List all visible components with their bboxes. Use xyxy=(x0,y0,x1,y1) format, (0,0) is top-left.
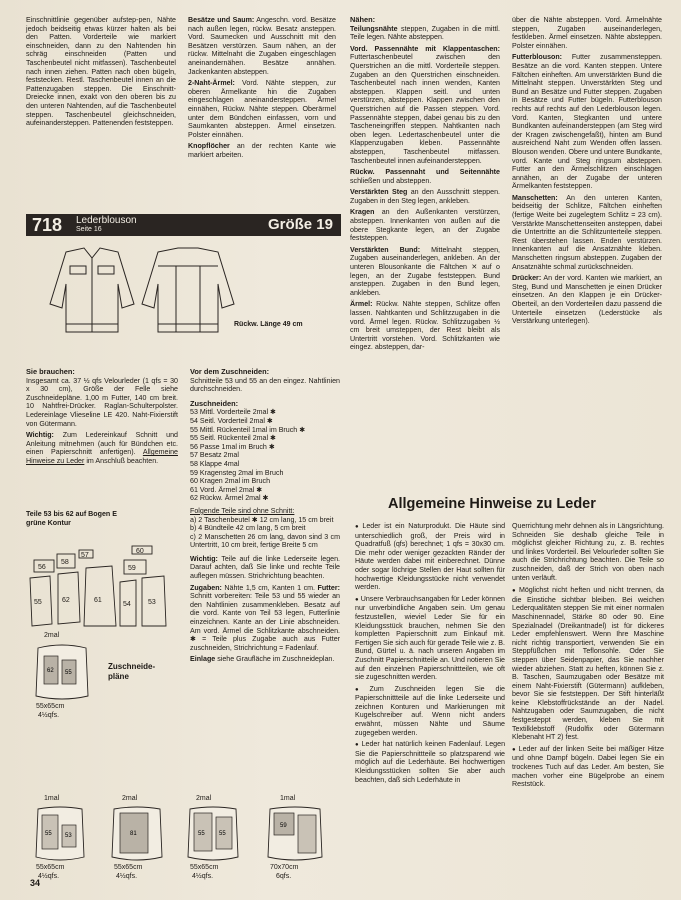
plan4-mult: 2mal xyxy=(196,795,212,802)
label-59: 59 xyxy=(128,565,136,572)
plan4-hide xyxy=(186,805,240,863)
cut-item: 59 Kragensteg 2mal im Bruch xyxy=(190,468,284,477)
allgemein-right xyxy=(512,522,664,792)
naehen-t3 xyxy=(350,168,500,185)
naehen-t2 xyxy=(350,45,500,165)
manschetten-head: Manschetten: xyxy=(512,193,558,202)
model-banner xyxy=(26,214,341,236)
label-61: 61 xyxy=(94,597,102,604)
plan2-qfs: 4½qfs. xyxy=(38,873,60,880)
naehen-t4 xyxy=(350,188,500,205)
label-57: 57 xyxy=(81,552,89,559)
hint-item: ● Unsere Verbrauchsangaben für Leder können nur unverbindliche Angaben sein. Um genau festzustellen, wieviel Leder Sie für ein Kleidungsstück brauchen, nehmen Sie den kompletten Papierschnitt zum Einkauf mit. Fertigen Sie sich auch für gerade Teile wie z. B. Bund, Gürtel u. ä. nach unseren Angaben im Zuschnitt Papierschnitteile an. Und notieren Sie auf den einzelnen Papierschnittteilen, wie oft sie zugeschnitten werden. xyxy=(355,595,505,682)
jacket-back-outline xyxy=(142,248,234,332)
plan3-hide xyxy=(110,805,164,863)
plan1-label-55: 55 xyxy=(65,670,72,676)
piece-61 xyxy=(84,566,116,626)
t6-head: Verstärkten Bund: xyxy=(350,245,421,254)
hint-item: ● Zum Zuschneiden legen Sie die Papierschnittteile auf die linke Lederseite und zeichnen Konturen und Markierungen mit Kugelschreiber auf. Wenn nicht anders erwähnt, müssen Nähte und Säume zugegeben werden. xyxy=(355,685,505,738)
material-note-end: im Anschluß beachten. xyxy=(86,456,159,465)
model-subtitle: Seite 16 xyxy=(76,226,102,233)
label-55: 55 xyxy=(34,599,42,606)
plan5-dim: 70x70cm xyxy=(270,864,299,871)
t2-head: Vord. Passennähte mit Klappentaschen: xyxy=(350,44,500,53)
aermel-head: 2-Naht-Ärmel: xyxy=(188,79,235,88)
t7-text: Rückw. Nähte steppen, Schlitze offen lassen. Nahtkanten und Schlitzzugaben in die vord. Ärmel legen. Rückw. Schlitzzugaben ½ cm breit umsteppen, der Rest bleibt als Untertritt vorstehen. Vord. Schlitzkanten wie eingez. absteppen, dar- xyxy=(350,300,500,352)
ohne-schnitt-head: Folgende Teile sind ohne Schnitt: xyxy=(190,506,295,515)
plan4-label-55b: 55 xyxy=(219,831,226,837)
t5-head: Kragen xyxy=(350,208,375,217)
futterblouson-text: Futter zusammensteppen. Besätze an die vord. Kanten steppen. Untere Fältchen einheften. Am unverstärkten Bund die Mittelnaht steppen. Unverstärkten Steg und Bund an Besätze und Futter steppen. Zugaben in Besätze und Futter bügeln. Futterblouson rechts auf rechts auf den Lederblouson legen. Vord. Kanten, Stegkanten und untere Bundkanten aufeinandersteppen (am Steg wird der Kragen zwischengefaßt), hinten am Bund ausreichend Naht zum Wenden offen lassen. Blouson wenden. Obere und untere Bundkante, vord. Kante und Steg ringsum absteppen. Futter an den Ärmelschlitzen einschlagen annähen, an der Zugabe der unteren Ärmelkanten feststeppen. xyxy=(512,53,662,191)
plan5-hide xyxy=(266,805,324,863)
einlage-text: siehe Graufläche im Zuschneideplan. xyxy=(217,655,335,664)
col4-block xyxy=(512,16,662,329)
material-note xyxy=(26,431,178,465)
cut-item: 62 Rückw. Ärmel 2mal ✱ xyxy=(190,494,269,503)
label-62: 62 xyxy=(62,597,70,604)
ohne-item: b) 4 Bündteile 42 cm lang, 5 cm breit xyxy=(190,524,306,533)
hint-item: ● Möglichst nicht heften und nicht trennen, da die Einstiche sichtbar bleiben. Bei weichen Lederqualitäten steppen Sie mit einer normalen Maschinennadel, Stärke 80 oder 90. Eine Spezialnadel (Dreikantnadel) ist für dickeres Leder empfehlenswert. Wenn Ihre Maschine nicht richtig transportiert, verwenden Sie ein Steppfüßchen mit Teflonsohle. Oder Sie steppen über Seidenpapier, das Sie nachher wieder abziehen. Statt zu heften, können Sie z. B. Taschen, Saumzugaben oder Besätze mit einem Naht-Fixierstift (Gütermann) aufkleben, bevor Sie sie feststeppen. Der Stift hinterläßt keine Klebstoffrückstände an der Nadel. Nahtzugaben oder Saumzugaben, die nicht festgesteppt werden, kleben Sie mit Textilklebstoff (Rudolfix oder Gütermann Klebenaht HT 2) fest. xyxy=(512,586,664,742)
plan3-label-81: 81 xyxy=(130,831,137,837)
zugaben-head: Zugaben: xyxy=(190,583,222,592)
allgemein-left xyxy=(355,522,505,787)
t4-text: an den Ausschnitt steppen. Zugaben in den Steg legen, ankleben. xyxy=(350,188,500,205)
cut-item: 57 Besatz 2mal xyxy=(190,451,239,460)
col2-top-text xyxy=(188,16,336,163)
wichtig2-head: Wichtig: xyxy=(190,554,218,563)
allgemeine-hinweise-link: Allgemeine Hinweise zu Leder xyxy=(26,448,178,465)
plan1-label-62: 62 xyxy=(47,668,54,674)
plan5-mult: 1mal xyxy=(280,795,296,802)
label-53: 53 xyxy=(148,599,156,606)
pattern-pieces-overview xyxy=(24,538,174,633)
plans-title xyxy=(108,662,178,682)
naehen-t6 xyxy=(350,246,500,298)
aermel-paragraph xyxy=(188,79,336,139)
material-paragraph xyxy=(26,368,178,428)
plan2-label-55: 55 xyxy=(45,831,52,837)
back-length-caption: Rückw. Länge 49 cm xyxy=(234,321,303,328)
knopfloecher-head: Knopflöcher xyxy=(188,142,230,151)
hint-item: ● Leder hat natürlich keinen Fadenlauf. Legen Sie die Papierschnittteile so platzsparend wie möglich auf die Lederhäute. Bei hochwertigen Kleidungsstücken sollten Sie aber auch beachten, daß sich Lederhäute in xyxy=(355,740,505,784)
material-block xyxy=(26,368,178,469)
vord-paragraph xyxy=(190,368,340,394)
cut-item: 55 Mittl. Rückenteil 1mal im Bruch ✱ xyxy=(190,425,306,434)
plan5-piece-2 xyxy=(298,815,316,853)
model-title: Lederblouson xyxy=(76,215,137,226)
label-56: 56 xyxy=(38,564,46,571)
label-58: 58 xyxy=(61,559,69,566)
t2-text: Futtertaschenbeutel zwischen den Querstrichen an die mittl. Vorderteile steppen. Zugaben an den Querstrichen einschneiden. Taschenbeutel nach innen wenden, Kanten absteppen. Klappen seitl. und unten verstürzen, absteppen. Klappen zwischen den Querstrichen auf die Passen steppen. Vord. Passennähte steppen, dabei genau bis zu den Tascheneingriffen steppen. Nahtkanten nach oben legen. Ledertaschenbeutel unter die Klappenzugaben kleben. Passennähte absteppen, Taschenbeutel mitfassen. Taschenbeutel innen aufeinandersteppen. xyxy=(350,53,500,165)
plan5-label-59: 59 xyxy=(280,823,287,829)
futterblouson-paragraph xyxy=(512,53,662,191)
vord-text: Schnitteile 53 und 55 an den eingez. Nahtlinien durchschneiden. xyxy=(190,376,340,394)
cut-item: 61 Vord. Ärmel 2mal ✱ xyxy=(190,485,263,494)
plan1-dim: 55x65cm xyxy=(36,703,65,710)
manschetten-text: An den unteren Kanten, beidseitig der Schlitze, Fältchen einheften (fertige Weite bei zugelegtem Schlitz = 23 cm). Verstärkte Manschettenseiten ansteppen, dabei die Untertritte an die Schlitzunterteile steppen. Rest überstehen lassen. Enden verstürzen. Innenkanten auf die Ansatznähte kleben. Manschetten ringsum absteppen. Zugaben der Ansatznähte schmal zurückschneiden. xyxy=(512,193,662,271)
besaetze-head: Besätze und Saum: xyxy=(188,16,255,24)
hint-item: Querrichtung mehr dehnen als in Längsrichtung. Schneiden Sie deshalb gleiche Teile in möglichst gleicher Richtung zu, z. B. rechtes und linkes Vorderteil. Bei Velourleder sollten Sie auch die Strichrichtung beachten. Die Teile so zuschneiden, daß der Strich von oben nach unten verläuft. xyxy=(512,522,664,582)
zugaben-paragraph xyxy=(190,584,340,653)
t6-text: Mittelnaht steppen, Zugaben auseinanderlegen, ankleben. An der unteren Blousonkante die Fältchen ✕ auf o legen, an der Zugabe feststeppen. Bund ansteppen. Zugaben in den Bund legen, ankleben. xyxy=(350,245,500,297)
teile-note xyxy=(26,510,176,527)
plan2-hide xyxy=(34,805,86,863)
front-pocket-right xyxy=(98,266,114,274)
ohne-item: c) 2 Manschetten 26 cm lang, davon sind 3 cm Untertritt, 10 cm breit, fertige Breite 5 cm xyxy=(190,532,340,550)
besaetze-text: Angeschn. vord. Besätze nach außen legen, rückw. Besatz ansteppen. Vord. Saumecken und Ausschnitt mit den Besätzen verstürzen. Saum nähen, an der rückw. Mittelnaht die Zugaben eingeschlagen aneinandernähen. Besätze annähen. Jackenkanten absteppen. xyxy=(188,16,336,76)
t4-head: Verstärkten Steg xyxy=(350,188,408,197)
plan5-qfs: 6qfs. xyxy=(276,873,292,880)
manschetten-paragraph xyxy=(512,194,662,271)
plan2-dim: 55x65cm xyxy=(36,864,65,871)
t3-head: Rückw. Passennaht und Seitennähte xyxy=(350,168,500,177)
futterblouson-head: Futterblouson: xyxy=(512,53,563,62)
col1-paragraph: Einschnittlinie gegenüber aufstep-pen, Nähte jedoch beidseitig etwas kürzer halten als bei den Patten. Vorderteile wie markiert einschneiden, dann zu den Nahtenden hin schräg einschneiden (Patten und Taschenbeutel nicht mitfassen). Taschenbeutel nach innen ziehen. Patten nach oben bügeln, feststecken. Restl. Taschenbeutel innen an die Pattenzugaben steppen. Die Einschnitt-Dreiecke innen, exakt von den oberen bis zu den unteren Nahtenden, auf die Taschenbeutel steppen. Taschenbeutel gleichschneiden, aufeinandersteppen. Pattenenden feststeppen. xyxy=(26,16,176,128)
plan4-label-55a: 55 xyxy=(198,831,205,837)
cut-item: 53 Mittl. Vorderteile 2mal ✱ xyxy=(190,408,276,417)
einlage-head: Einlage xyxy=(190,655,216,664)
cut-item: 58 Klappe 4mal xyxy=(190,459,240,468)
druecker-head: Drücker: xyxy=(512,274,542,283)
teile-note-line1: Teile 53 bis 62 auf Bogen E xyxy=(26,510,117,518)
col4-p1: über die Nähte absteppen. Vord. Ärmelnähte steppen, Zugaben auseinanderlegen, festkleben. Ärmel einsetzen. Nähte absteppen. Polster einnähen. xyxy=(512,16,662,50)
besaetze-paragraph xyxy=(188,16,336,76)
hint-item: ● Leder ist ein Naturprodukt. Die Häute sind unterschiedlich groß, der Preis wird in Quadratfuß (qfs) berechnet; 1 qfs = 30x30 cm. Die mehr oder weniger gezackten Ränder der Häute werden dabei mit einberechnet. Dünne oder sogar löchrige Stellen der Haut sollten für hochwertige Kleidungsstücke nicht verwendet werden. xyxy=(355,522,505,592)
cut-item: 56 Passe 1mal im Bruch ✱ xyxy=(190,442,275,451)
plan1-mult: 2mal xyxy=(44,632,60,639)
zuschneiden-head: Zuschneiden: xyxy=(190,398,239,408)
hint-item: ● Leder auf der linken Seite bei mäßiger Hitze und ohne Dampf bügeln. Dabei legen Sie ein trockenes Tuch auf das Leder. Am besten, Sie machen vorher eine Bügelprobe an einem Reststück. xyxy=(512,745,664,789)
material-note-text: Zum Ledereinkauf Schnitt und Anleitung mitnehmen (auch für Bündchen etc. einen Papierschnitt anfertigen). xyxy=(26,431,178,457)
t3-text: schließen und absteppen. xyxy=(350,176,432,185)
cut-item: 60 Kragen 2mal im Bruch xyxy=(190,477,271,486)
plan4-dim: 55x65cm xyxy=(190,864,219,871)
plan2-mult: 1mal xyxy=(44,795,60,802)
model-size: Größe 19 xyxy=(267,216,333,233)
futter-head: Futter: xyxy=(317,583,340,592)
plan2-label-53: 53 xyxy=(65,833,72,839)
wichtig2-paragraph xyxy=(190,555,340,581)
plan1-hide xyxy=(34,642,90,702)
naehen-head: Nähen: xyxy=(350,15,376,24)
zuschneiden-block xyxy=(190,368,340,667)
wichtig2-text: Teile auf die linke Lederseite legen. Darauf achten, daß Sie linke und rechte Teile auflegen müssen. Strichrichtung beachten. xyxy=(190,554,340,581)
ohne-item: a) 2 Taschenbeutel ✱ 12 cm lang, 15 cm breit xyxy=(190,515,334,524)
col1-top-text xyxy=(26,16,176,131)
plan3-dim: 55x65cm xyxy=(114,864,143,871)
plan3-qfs: 4½qfs. xyxy=(116,873,138,880)
teile-note-line2: grüne Kontur xyxy=(26,518,71,527)
material-text: Insgesamt ca. 37 ½ qfs Velourleder (1 qfs = 30 x 30 cm), Größe der Felle siehe Zuschneidepläne. 1,00 m Futter, 140 cm breit. 10 Nahtfrei-Drücker. Raglan-Schulterpolster. Ledereinlage Vlieseline LE 420. Naht-Fixierstift von Gütermann. xyxy=(26,376,178,428)
allgemeine-hinweise-title: Allgemeine Hinweise zu Leder xyxy=(388,496,596,512)
t1-text: steppen, Zugaben in die mittl. Teile legen. Nähte absteppen. xyxy=(350,24,500,42)
plan4-qfs: 4½qfs. xyxy=(192,873,214,880)
vord-head: Vor dem Zuschneiden: xyxy=(190,367,270,376)
aermel-text: Vord. Nähte steppen, zur oberen Ärmelkante hin die Zugaben eingeschlagen aneinandersteppen. Ärmel einnähen, Rückw. Nähte steppen. Oberärmel unter dem Bündchen einfassen, vorn und Saumkanten absteppen. Ärmel einsetzen. Polster einnähen. xyxy=(188,79,336,139)
naehen-t7 xyxy=(350,300,500,352)
label-60: 60 xyxy=(136,548,144,555)
druecker-text: An der vord. Kanten wie markiert, an Steg, Bund und Manschetten je einen Drücker einsetzen. An den Klappen je ein Drücker-Oberteil, an den Vorderteilen dazu passend die Unterteile einsetzen (Lederstücke als Verstärkung unterlegen). xyxy=(512,274,662,326)
model-number: 718 xyxy=(32,215,63,235)
cut-item: 55 Seitl. Rückenteil 2mal ✱ xyxy=(190,434,276,443)
material-head: Sie brauchen: xyxy=(26,367,75,376)
knopfloecher-paragraph xyxy=(188,142,336,159)
jacket-sketch xyxy=(26,244,346,344)
zuschneiden-list xyxy=(190,408,340,503)
t5-text: an den Außenkanten verstürzen, absteppen. Innenkanten von außen auf die obere Stegkante legen, an der Zugabe feststeppen. xyxy=(350,208,500,243)
druecker-paragraph xyxy=(512,274,662,326)
naehen-block xyxy=(350,16,500,355)
t7-head: Ärmel: xyxy=(350,300,373,309)
naehen-t1 xyxy=(350,25,500,42)
zugaben-text: Nähte 1,5 cm, Kanten 1 cm. xyxy=(224,583,315,592)
plan3-mult: 2mal xyxy=(122,795,138,802)
page-number: 34 xyxy=(30,878,41,888)
plan1-qfs: 4½qfs. xyxy=(38,712,60,719)
t1-head: Teilungsnähte xyxy=(350,24,398,33)
label-54: 54 xyxy=(123,601,131,608)
front-pocket-left xyxy=(70,266,86,274)
plans-title-line2: pläne xyxy=(108,672,129,681)
naehen-t5 xyxy=(350,208,500,242)
cut-item: 54 Seitl. Vorderteil 2mal ✱ xyxy=(190,416,273,425)
futter-text: Schnitt vorbereiten: Teile 53 und 55 wieder an den Nahtlinien zusammenkleben. Besatz auf die vord. Kante von Teil 53 legen, Futterlinie einzeichnen. Kante an der Linie abschneiden. Am vord. Ärmel die Schlitzkante abschneiden. ✱ = Teile plus Zugabe auch aus Futter zuschneiden, Strichrichtung = Fadenlauf. xyxy=(190,592,340,652)
plans-title-line1: Zuschneide- xyxy=(108,662,156,671)
knopfloecher-text: an der rechten Kante wie markiert arbeiten. xyxy=(188,142,336,159)
einlage-paragraph xyxy=(190,655,340,664)
material-note-head: Wichtig: xyxy=(26,431,54,440)
